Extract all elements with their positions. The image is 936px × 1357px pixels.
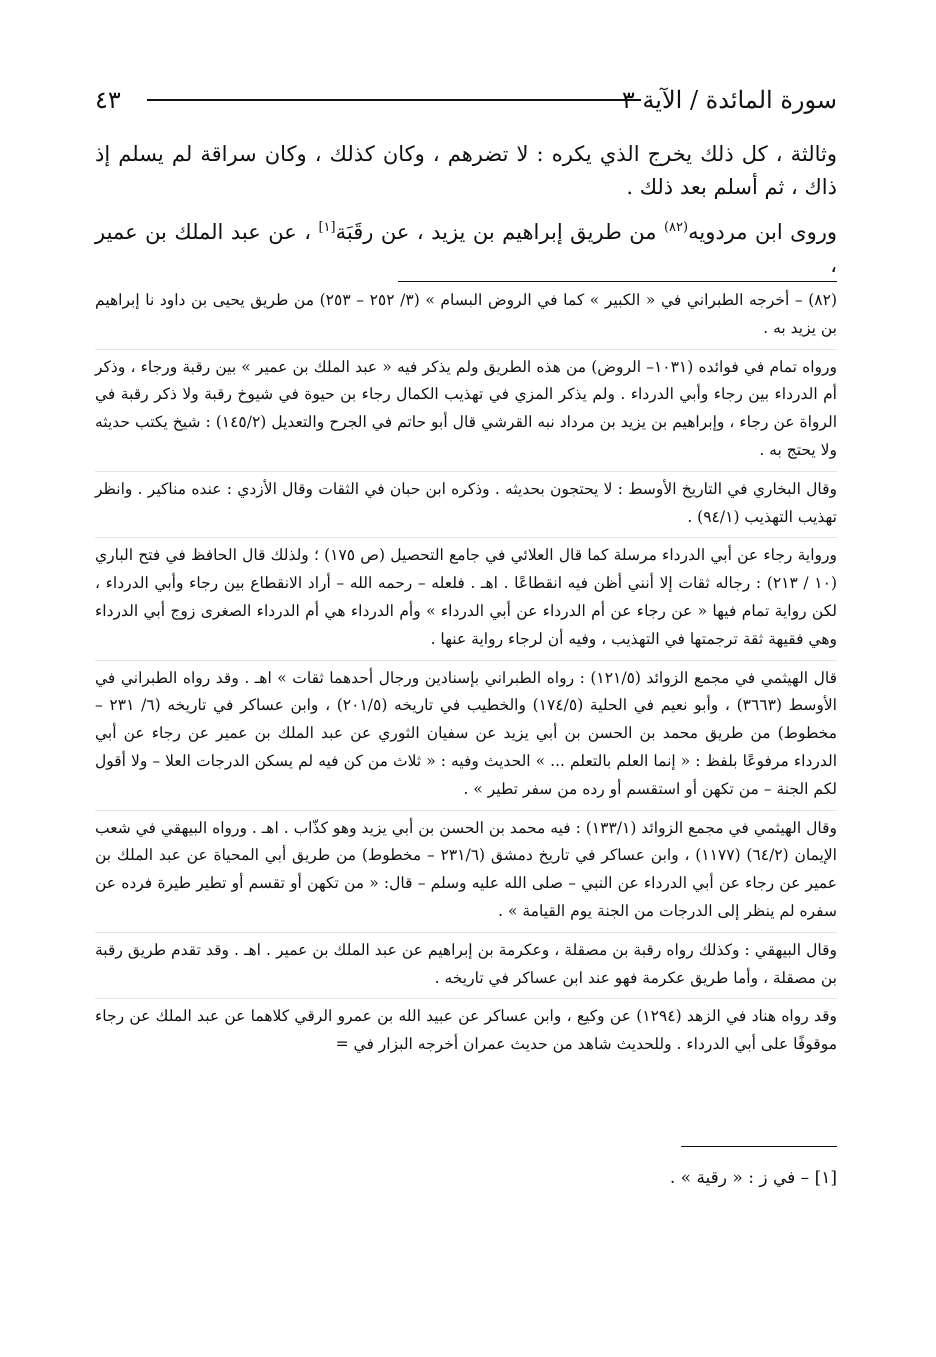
footnote-paragraph: وقد رواه هناد في الزهد (١٢٩٤) عن وكيع ، وابن عساكر عن عبيد الله بن عمرو الرقي كلاهما عن عبد الملك عن رجاء موقوفًا على أبي الدرداء . وللحديث شاهد من حديث عمران أخرجه البزار في = <box>95 1007 837 1054</box>
main-paragraph-with-references <box>95 216 837 282</box>
endnote-reference[interactable]: [١] <box>318 220 336 235</box>
footnotes-section <box>95 287 837 1069</box>
footnote-paragraph: وقال الهيثمي في مجمع الزوائد (١٣٣/١) : فيه محمد بن الحسن بن أبي يزيد وهو كذّاب . اهـ . ورواه البيهقي في شعب الإيمان (٦٤/٢) (١١٧٧) ، وابن عساكر في تاريخ دمشق (٢٣١/٦ – مخطوط) من طريق أبي المحياة عن عبد الملك بن عمير عن رجاء عن أبي الدرداء عن النبي – صلى الله عليه وسلم – قال: « من تكهن أو تقسم أو تطير طيرة فرده عن سفره لم ينظر إلى الدرجات من الجنة يوم القيامة » . <box>95 815 837 933</box>
main-text <box>95 138 837 282</box>
footnote-paragraph: قال الهيثمي في مجمع الزوائد (١٢١/٥) : رواه الطبراني بإسنادين ورجال أحدهما ثقات » اهـ . وقد رواه الطبراني في الأوسط (٣٦٦٣) ، وأبو نعيم في الحلية (١٧٤/٥) والخطيب في تاريخه (٢٠١/٥) ، وابن عساكر في تاريخه (٦/ ٢٣١ – مخطوط) من طريق محمد بن الحسن بن أبي يزيد عن سفيان الثوري عن عبد الملك بن عمير عن رجاء عن أبي الدرداء مرفوعًا بلفظ : « إنما العلم بالتعلم ... » الحديث وفيه : « ثلاث من كن فيه لم يسكن الدرجات العلا – ولا أقول لكم الجنة – من تكهن أو استقسم أو رده من سفر تطير » . <box>95 665 837 811</box>
main-text-segment: ، عن عبد الملك بن عمير ، <box>95 220 837 277</box>
header-rule <box>147 99 641 101</box>
endnote-separator <box>681 1146 837 1147</box>
footnote-separator <box>398 281 837 282</box>
running-title: سورة المائدة / الآية ٣ <box>621 86 837 114</box>
footnote-reference[interactable]: (٨٢) <box>663 220 689 235</box>
main-text-segment: وروى ابن مردويه <box>688 220 837 244</box>
page-header <box>95 86 837 122</box>
footnote-paragraph: ورواه تمام في فوائده (١٠٣١– الروض) من هذه الطريق ولم يذكر فيه « عبد الملك بن عمير » بين رقبة ورجاء ، وذكر أم الدرداء بين رجاء وأبي الدرداء . ولم يذكر المزي في تهذيب الكمال رجاء بن حيوة في شيوخ رقبة ولا ذكر رقبة في الرواة عن رجاء ، وإبراهيم بن يزيد بن مرداد نبه القرشي قال أبو حاتم في الجرح والتعديل (١٤٥/٢) : شيخ يكتب حديثه ولا يحتج به . <box>95 354 837 472</box>
footnote-paragraph: وقال البخاري في التاريخ الأوسط : لا يحتجون بحديثه . وذكره ابن حبان في الثقات وقال الأزدي : عنده مناكير . وانظر تهذيب التهذيب (٩٤/١) . <box>95 476 837 539</box>
endnote: [١] – في ز : « رقية » . <box>669 1168 837 1188</box>
main-text-segment: من طريق إبراهيم بن يزيد ، عن رقَبَة <box>335 220 664 244</box>
footnote-paragraph: ورواية رجاء عن أبي الدرداء مرسلة كما قال العلائي في جامع التحصيل (ص ١٧٥) ؛ ولذلك قال الحافظ في فتح الباري (١٠ / ٢١٣) : رجاله ثقات إلا أنني أظن فيه انقطاعًا . اهـ . فلعله – رحمه الله – أراد الانقطاع بين رجاء وأبي الدرداء ، لكن رواية تمام فيها « عن رجاء عن أم الدرداء عن أبي الدرداء » وأم الدرداء هي أم الدرداء الصغرى زوج أبي الدرداء وهي فقيهة ثقة ترجمتها في التهذيب ، وفيه أن لرجاء رواية عنها . <box>95 542 837 660</box>
page-number: ٤٣ <box>95 86 121 114</box>
main-paragraph: وثالثة ، كل ذلك يخرج الذي يكره : لا تضرهم ، وكان كذلك ، وكان سراقة لم يسلم إذ ذاك ، ثم أسلم بعد ذلك . <box>95 142 837 199</box>
footnote-paragraph: وقال البيهقي : وكذلك رواه رقبة بن مصقلة ، وعكرمة بن إبراهيم عن عبد الملك بن عمير . اهـ . وقد تقدم طريق رقبة بن مصقلة ، وأما طريق عكرمة فهو عند ابن عساكر في تاريخه . <box>95 937 837 1000</box>
footnote-paragraph: (٨٢) – أخرجه الطبراني في « الكبير » كما في الروض البسام » (٣/ ٢٥٢ – ٢٥٣) من طريق يحيى بن داود نا إبراهيم بن يزيد به . <box>95 287 837 350</box>
